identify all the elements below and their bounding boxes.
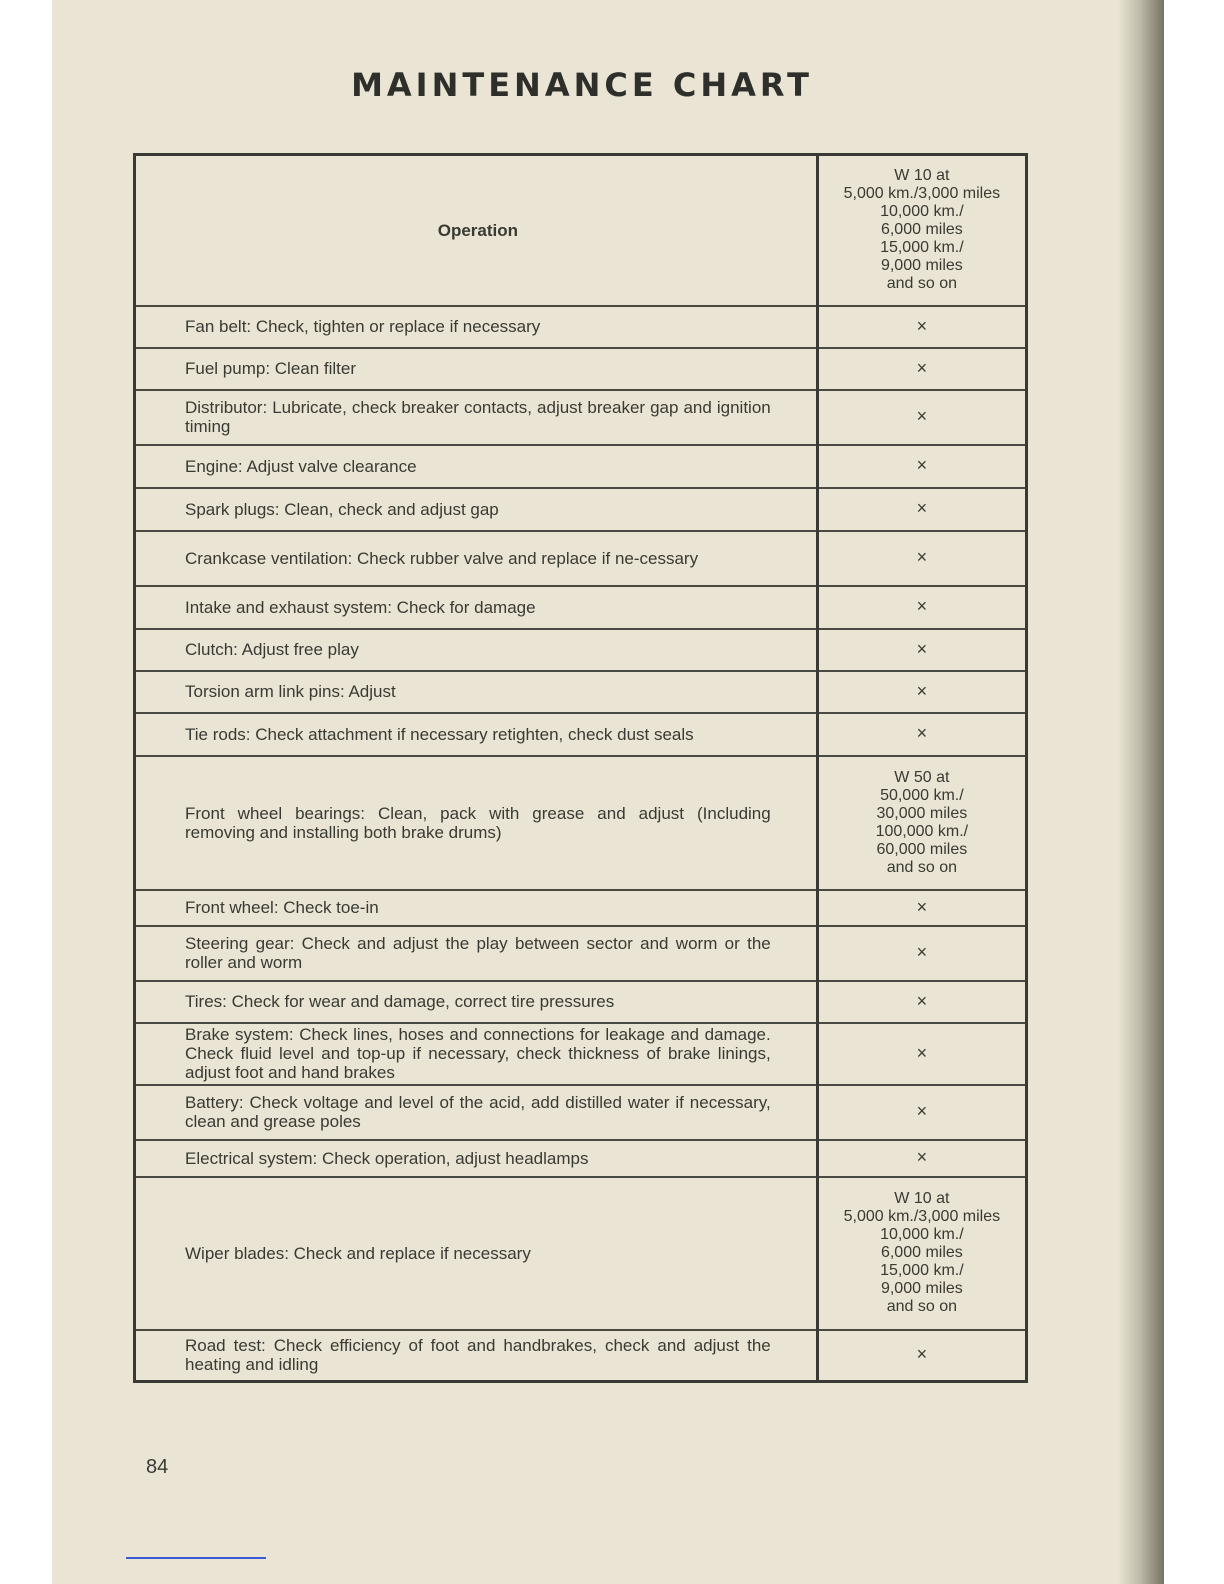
operation-cell: Torsion arm link pins: Adjust xyxy=(135,671,818,713)
operation-cell: Engine: Adjust valve clearance xyxy=(135,445,818,488)
interval-line: 15,000 km./ xyxy=(880,239,964,257)
interval-line: 10,000 km./ xyxy=(880,1226,964,1243)
check-mark: × xyxy=(916,315,928,336)
table-row xyxy=(135,1023,1027,1085)
operation-cell: Road test: Check efficiency of foot and handbrakes, check and adjust the heating and idling xyxy=(135,1330,818,1382)
interval-cell xyxy=(817,1177,1026,1330)
interval-line: 6,000 miles xyxy=(880,221,963,239)
table-row xyxy=(135,445,1027,488)
maintenance-table xyxy=(133,153,1028,1383)
operation-header: Operation xyxy=(135,155,818,306)
operation-cell: Brake system: Check lines, hoses and connections for leakage and damage. Check fluid level and top-up if necessary, check thickness of brake linings, adjust foot and hand brakes xyxy=(135,1023,818,1085)
check-mark: × xyxy=(916,1101,928,1121)
table-row xyxy=(135,629,1027,671)
operation-cell: Battery: Check voltage and level of the acid, add distilled water if necessary, clean and grease poles xyxy=(135,1085,818,1140)
operation-cell: Fuel pump: Clean filter xyxy=(135,348,818,390)
check-mark: × xyxy=(916,596,928,616)
interval-line: W 10 at xyxy=(894,167,950,185)
interval-cell xyxy=(817,390,1026,445)
operation-cell: Wiper blades: Check and replace if necessary xyxy=(135,1177,818,1330)
check-mark: × xyxy=(916,723,928,743)
table-row xyxy=(135,348,1027,390)
table-row xyxy=(135,1085,1027,1140)
check-mark: × xyxy=(916,498,928,518)
interval-line: W 50 at xyxy=(894,768,950,786)
table-row xyxy=(135,1177,1027,1330)
link-underline[interactable] xyxy=(126,1557,266,1559)
interval-cell xyxy=(817,531,1026,586)
check-mark: × xyxy=(916,680,928,701)
interval-line: 15,000 km./ xyxy=(880,1262,964,1279)
book-spine-shadow xyxy=(1118,0,1164,1584)
interval-line: and so on xyxy=(886,1298,957,1315)
operation-cell: Front wheel bearings: Clean, pack with grease and adjust (Including removing and installing both brake drums) xyxy=(135,756,818,890)
table-row xyxy=(135,671,1027,713)
operation-cell: Fan belt: Check, tighten or replace if necessary xyxy=(135,306,818,348)
interval-cell xyxy=(817,756,1026,890)
interval-header xyxy=(817,155,1026,306)
interval-cell xyxy=(817,629,1026,671)
interval-cell xyxy=(817,586,1026,629)
check-mark: × xyxy=(916,638,928,659)
table-row xyxy=(135,756,1027,890)
interval-line: 50,000 km./ xyxy=(880,786,964,804)
interval-cell xyxy=(817,671,1026,713)
interval-line: and so on xyxy=(886,275,957,293)
table-row xyxy=(135,531,1027,586)
check-mark: × xyxy=(916,357,928,378)
interval-line: 6,000 miles xyxy=(880,1244,963,1261)
operation-cell: Tires: Check for wear and damage, correct tire pressures xyxy=(135,981,818,1023)
interval-line: 5,000 km./3,000 miles xyxy=(843,185,1001,203)
operation-cell: Distributor: Lubricate, check breaker contacts, adjust breaker gap and ignition timing xyxy=(135,390,818,445)
check-mark: × xyxy=(916,455,928,475)
table-row xyxy=(135,306,1027,348)
operation-cell: Front wheel: Check toe-in xyxy=(135,890,818,926)
check-mark: × xyxy=(916,1344,928,1365)
interval-line: W 10 at xyxy=(894,1190,950,1207)
interval-line: 60,000 miles xyxy=(876,840,968,858)
interval-line: 9,000 miles xyxy=(880,1280,963,1297)
interval-line: 9,000 miles xyxy=(880,257,963,275)
operation-cell: Intake and exhaust system: Check for damage xyxy=(135,586,818,629)
interval-line: 30,000 miles xyxy=(876,804,968,822)
interval-line: 100,000 km./ xyxy=(875,822,969,840)
interval-line: 5,000 km./3,000 miles xyxy=(843,1208,1001,1225)
interval-cell xyxy=(817,981,1026,1023)
check-mark: × xyxy=(916,547,928,567)
check-mark: × xyxy=(916,942,928,962)
table-row xyxy=(135,890,1027,926)
table-row xyxy=(135,1140,1027,1177)
interval-cell xyxy=(817,306,1026,348)
interval-cell xyxy=(817,445,1026,488)
table-row xyxy=(135,586,1027,629)
interval-cell xyxy=(817,1330,1026,1382)
interval-cell xyxy=(817,348,1026,390)
interval-cell xyxy=(817,713,1026,756)
interval-cell xyxy=(817,890,1026,926)
table-row xyxy=(135,981,1027,1023)
check-mark: × xyxy=(916,896,928,917)
table-row xyxy=(135,1330,1027,1382)
operation-cell: Tie rods: Check attachment if necessary retighten, check dust seals xyxy=(135,713,818,756)
operation-cell: Crankcase ventilation: Check rubber valve and replace if ne-cessary xyxy=(135,531,818,586)
check-mark: × xyxy=(916,1147,928,1167)
interval-cell xyxy=(817,1140,1026,1177)
page-title: MAINTENANCE CHART xyxy=(351,66,813,104)
table-row xyxy=(135,926,1027,981)
interval-cell xyxy=(817,926,1026,981)
interval-line: and so on xyxy=(886,858,957,876)
check-mark: × xyxy=(916,1042,928,1063)
interval-cell xyxy=(817,488,1026,531)
check-mark: × xyxy=(916,406,928,426)
check-mark: × xyxy=(916,990,928,1011)
table-row xyxy=(135,713,1027,756)
table-header-row xyxy=(135,155,1027,306)
table-row xyxy=(135,390,1027,445)
operation-cell: Clutch: Adjust free play xyxy=(135,629,818,671)
operation-cell: Spark plugs: Clean, check and adjust gap xyxy=(135,488,818,531)
operation-cell: Electrical system: Check operation, adjust headlamps xyxy=(135,1140,818,1177)
interval-cell xyxy=(817,1023,1026,1085)
interval-cell xyxy=(817,1085,1026,1140)
page-number: 84 xyxy=(146,1456,169,1478)
table-row xyxy=(135,488,1027,531)
operation-cell: Steering gear: Check and adjust the play between sector and worm or the roller and worm xyxy=(135,926,818,981)
interval-line: 10,000 km./ xyxy=(880,203,964,221)
